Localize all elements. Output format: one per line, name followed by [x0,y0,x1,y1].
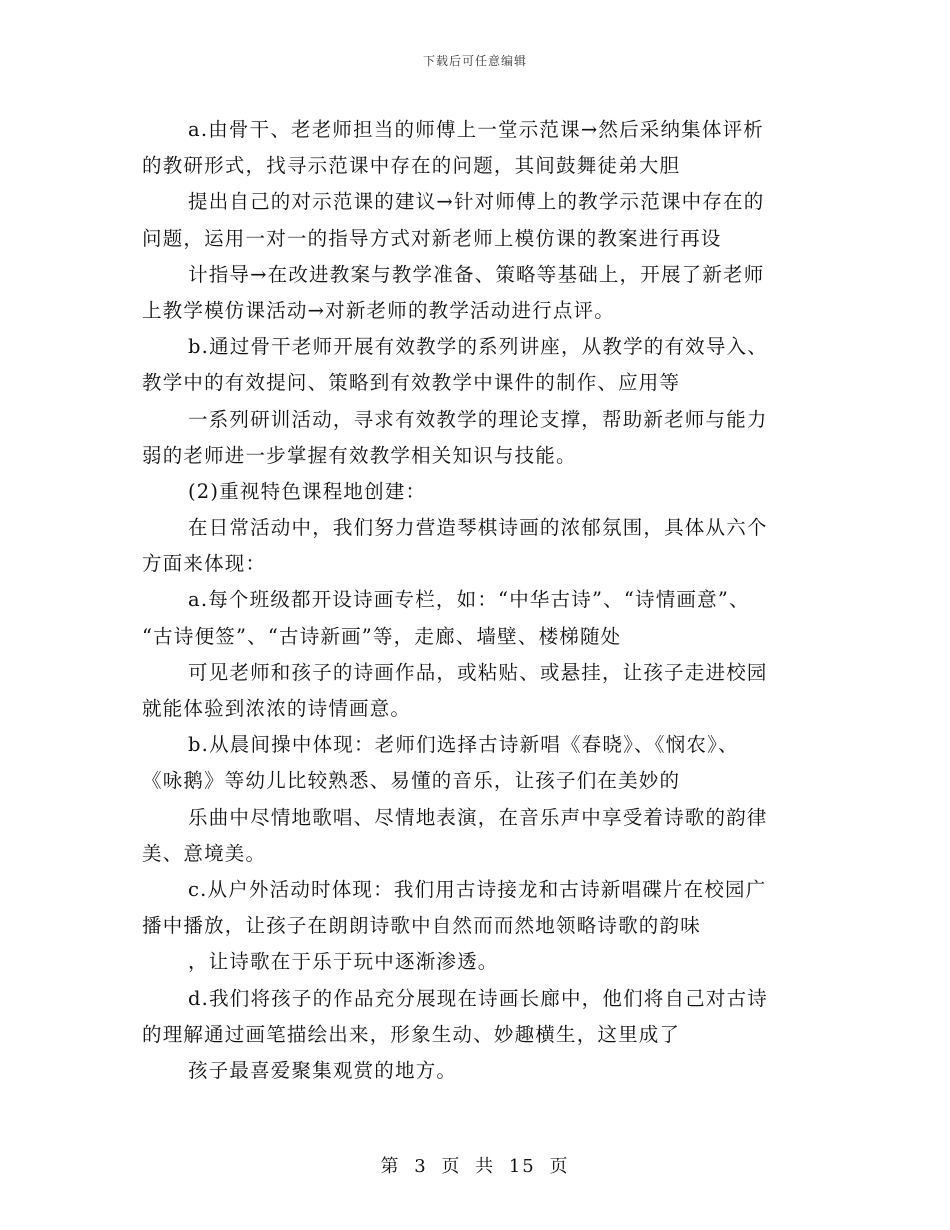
paragraph-line: 计指导→在改进教案与教学准备、策略等基础上，开展了新老师 [188,262,765,286]
paragraph-line: 的理解通过画笔描绘出来，形象生动、妙趣横生，这里成了 [142,1022,681,1046]
paragraph-line: 孩子最喜爱聚集观赏的地方。 [188,1058,458,1082]
paragraph-line: 提出自己的对示范课的建议→针对师傅上的教学示范课中存在的 [188,190,765,214]
paragraph-line: a.由骨干、老老师担当的师傅上一堂示范课→然后采纳集体评析 [188,118,764,141]
paragraph-line: 一系列研训活动，寻求有效教学的理论支撑，帮助新老师与能力 [188,407,768,431]
paragraph-line: 方面来体现： [142,552,267,576]
paragraph-line: 教学中的有效提问、策略到有效教学中课件的制作、应用等 [142,371,681,395]
paragraph-line: 的教研形式，找寻示范课中存在的问题，其间鼓舞徒弟大胆 [142,154,681,178]
paragraph-line: 美、意境美。 [142,841,267,865]
paragraph-line: a.每个班级都开设诗画专栏，如：“中华古诗”、“诗情画意”、 [188,588,750,612]
paragraph-line: 在日常活动中，我们努力营造琴棋诗画的浓郁氛围，具体从六个 [188,516,768,540]
paragraph-line: ，让诗歌在于乐于玩中逐渐渗透。 [188,950,499,974]
paragraph-line: 播中播放，让孩子在朗朗诗歌中自然而而然地领略诗歌的韵味 [142,914,701,938]
paragraph-line: 弱的老师进一步掌握有效教学相关知识与技能。 [142,443,577,467]
paragraph-line: c.从户外活动时体现：我们用古诗接龙和古诗新唱碟片在校园广 [188,877,767,901]
paragraph-line: 《咏鹅》等幼儿比较熟悉、易懂的音乐，让孩子们在美妙的 [142,769,681,793]
section-heading: (2)重视特色课程地创建： [188,479,427,503]
page-header: 下载后可任意编辑 [422,54,527,68]
paragraph-line: 问题，运用一对一的指导方式对新老师上模仿课的教案进行再设 [142,226,722,250]
paragraph-line: 乐曲中尽情地歌唱、尽情地表演，在音乐声中享受着诗歌的韵律 [188,805,768,829]
paragraph-line: 就能体验到浓浓的诗情画意。 [142,697,412,720]
paragraph-line: 上教学模仿课活动→对新老师的教学活动进行点评。 [142,298,615,322]
paragraph-line: b.从晨间操中体现：老师们选择古诗新唱《春晓》、《悯农》、 [188,733,739,757]
paragraph-line: d.我们将孩子的作品充分展现在诗画长廊中，他们将自己对古诗 [188,986,768,1010]
paragraph-line: “古诗便签”、“古诗新画”等，走廊、墙壁、楼梯随处 [142,624,622,648]
document-body [142,112,810,1089]
paragraph-line: 可见老师和孩子的诗画作品，或粘贴、或悬挂，让孩子走进校园 [188,660,768,684]
paragraph-line: b.通过骨干老师开展有效教学的系列讲座，从教学的有效导入、 [188,335,768,359]
page-number-footer: 第 3 页 共 15 页 [380,1156,570,1177]
